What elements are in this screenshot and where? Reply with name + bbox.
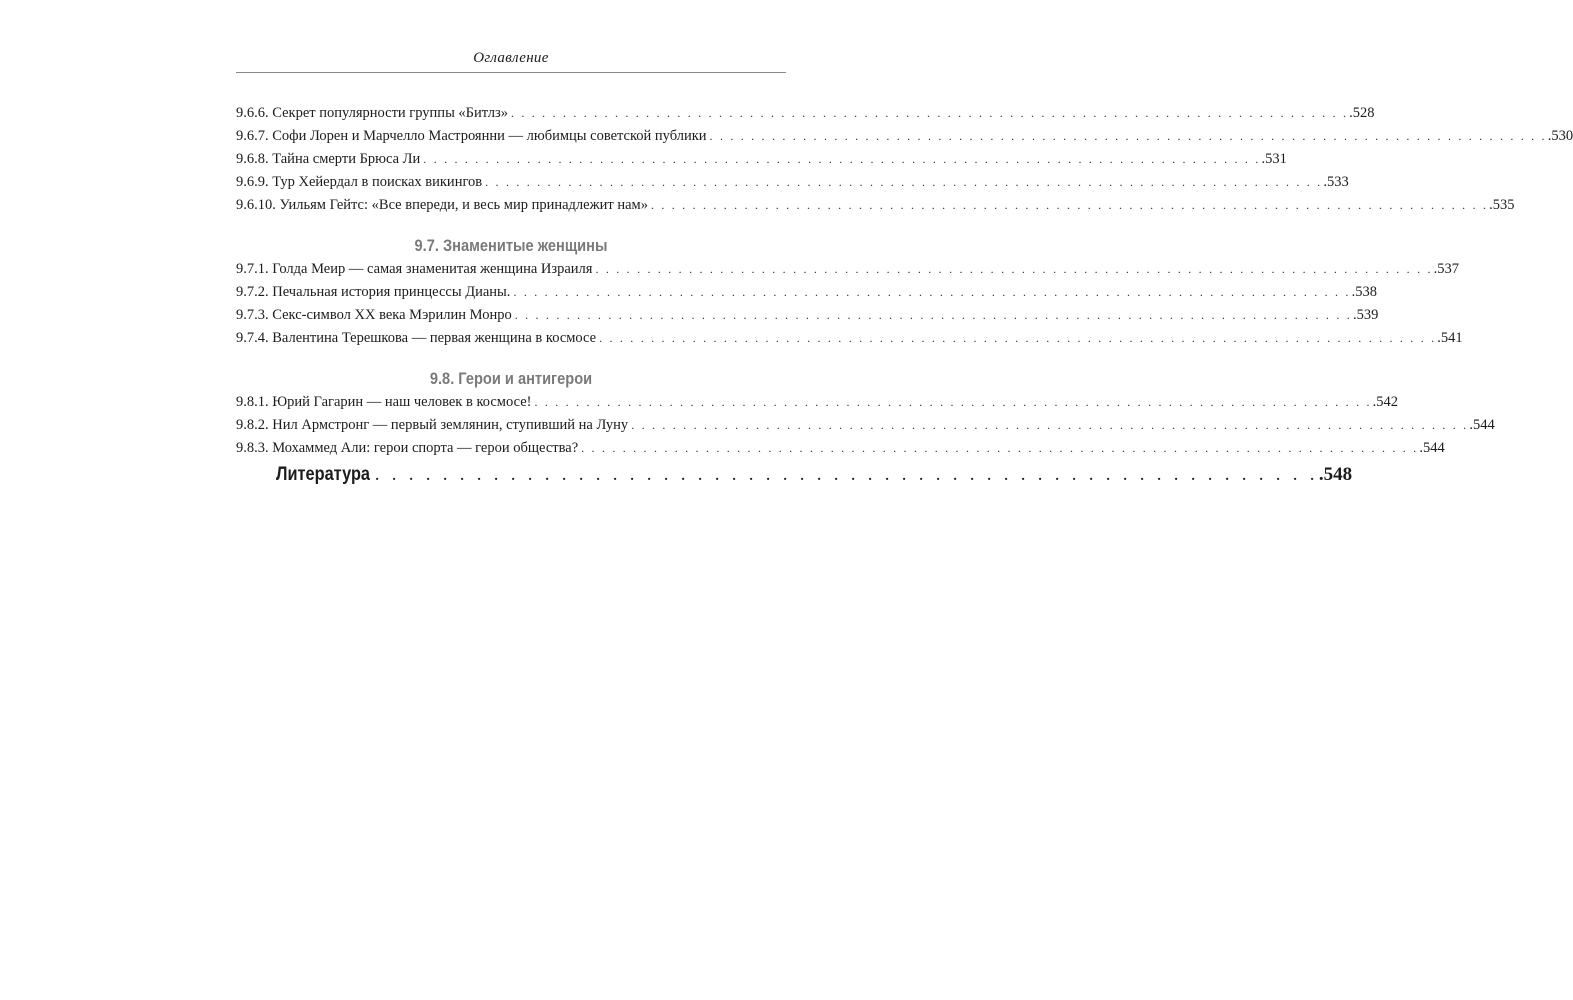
toc-entry-page: .530 xyxy=(1547,128,1573,144)
toc-entry-title: 9.6.10. Уильям Гейтс: «Все впереди, и весь мир принадлежит нам» xyxy=(236,197,648,213)
literature-entry[interactable] xyxy=(276,464,1353,486)
toc-entry-page: .531 xyxy=(1261,151,1287,167)
dot-leader xyxy=(581,437,1418,460)
toc-entry-page: .544 xyxy=(1469,417,1495,433)
dot-leader xyxy=(485,171,1322,194)
toc-entry-title: 9.8.1. Юрий Гагарин — наш человек в космосе! xyxy=(236,394,532,410)
dot-leader xyxy=(631,414,1468,437)
toc-entry-title: 9.7.4. Валентина Терешкова — первая женщина в космосе xyxy=(236,330,597,346)
section-heading-9-7: 9.7. Знаменитые женщины xyxy=(414,236,608,255)
toc-entry-title: 9.6.8. Тайна смерти Брюса Ли xyxy=(236,151,421,167)
toc-entry-page: .538 xyxy=(1351,284,1378,300)
toc-entry-page: .539 xyxy=(1352,307,1379,323)
dot-leader xyxy=(423,148,1260,171)
toc-entry-page: .541 xyxy=(1437,330,1463,346)
dot-leader xyxy=(595,258,1432,281)
toc-entry-page: .533 xyxy=(1323,174,1349,190)
toc-entry[interactable] xyxy=(236,148,1287,171)
toc-entry-page: .535 xyxy=(1489,197,1515,213)
dot-leader xyxy=(511,102,1348,125)
toc-entry-title: 9.6.7. Софи Лорен и Марчелло Мастроянни — любимцы советской публики xyxy=(236,128,707,144)
toc-entry-title: 9.8.3. Мохаммед Али: герои спорта — герои общества? xyxy=(236,440,579,456)
literature-page: .548 xyxy=(1318,464,1353,485)
header-rule xyxy=(236,72,786,73)
toc-entry-title: 9.6.6. Секрет популярности группы «Битлз» xyxy=(236,105,508,121)
section-heading-9-8: 9.8. Герои и антигерои xyxy=(429,369,593,388)
toc-entry-title: 9.7.3. Секс-символ XX века Мэрилин Монро xyxy=(236,307,512,323)
toc-entry[interactable] xyxy=(236,391,1399,414)
toc-entry-page: .544 xyxy=(1419,440,1445,456)
toc-entry[interactable] xyxy=(236,102,1375,125)
toc-entry[interactable] xyxy=(236,327,1463,350)
toc-entry-title: 9.7.2. Печальная история принцессы Дианы. xyxy=(236,284,511,300)
dot-leader xyxy=(651,194,1488,217)
toc-entry-title: 9.6.9. Тур Хейердал в поисках викингов xyxy=(236,174,483,190)
toc-entry[interactable] xyxy=(236,194,1515,217)
dot-leader xyxy=(375,469,1319,485)
toc-entry[interactable] xyxy=(236,125,1573,148)
toc-entry-page: .542 xyxy=(1372,394,1399,410)
dot-leader xyxy=(710,125,1547,148)
toc-entry-title: 9.7.1. Голда Меир — самая знаменитая женщина Израиля xyxy=(236,261,593,277)
toc-entry[interactable] xyxy=(236,258,1460,281)
toc-entry-page: .528 xyxy=(1349,105,1375,121)
literature-title: Литература xyxy=(276,464,371,485)
dot-leader xyxy=(534,391,1371,414)
table-of-contents xyxy=(236,102,1573,460)
toc-entry[interactable] xyxy=(236,414,1495,437)
toc-entry[interactable] xyxy=(236,171,1349,194)
dot-leader xyxy=(599,327,1436,350)
toc-entry-title: 9.8.2. Нил Армстронг — первый землянин, ступивший на Луну xyxy=(236,417,629,433)
running-head: Оглавление xyxy=(473,50,549,66)
toc-entry[interactable] xyxy=(236,437,1445,460)
dot-leader xyxy=(513,281,1350,304)
toc-entry[interactable] xyxy=(236,281,1378,304)
dot-leader xyxy=(515,304,1352,327)
toc-entry-page: .537 xyxy=(1433,261,1460,277)
toc-entry[interactable] xyxy=(236,304,1379,327)
